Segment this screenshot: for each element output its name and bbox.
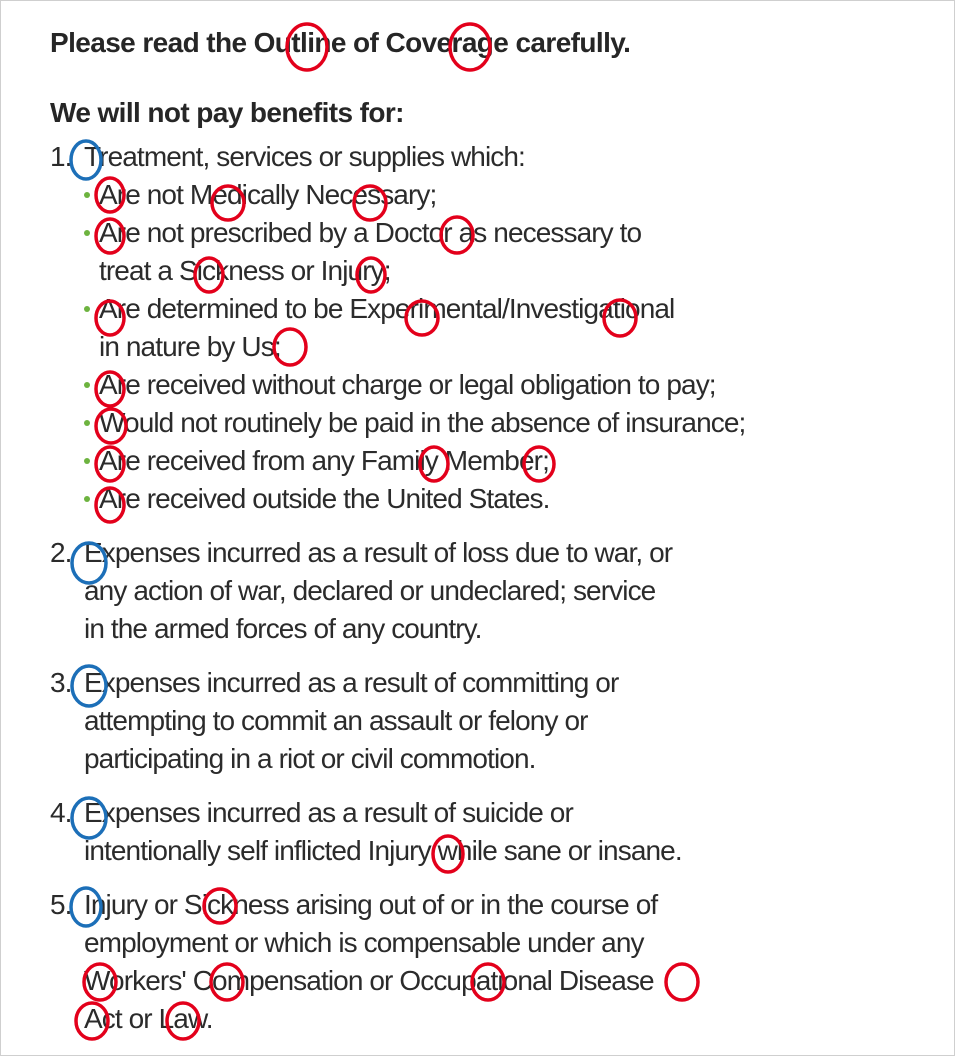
exclusion-item-2	[50, 534, 940, 648]
sub-item	[50, 404, 940, 442]
exclusions-document	[50, 23, 940, 1054]
exclusion-item-1	[50, 138, 940, 518]
bullet-icon	[84, 230, 90, 236]
item-text-line: employment or which is compensable under any	[84, 927, 644, 958]
item-text-line: Act or Law.	[84, 1003, 213, 1034]
sub-item-line: Would not routinely be paid in the absence of insurance;	[99, 407, 746, 438]
bullet-icon	[84, 496, 90, 502]
bullet-icon	[84, 420, 90, 426]
item-text-line: Workers' Compensation or Occupational Disease	[84, 965, 654, 996]
exclusion-item-3	[50, 664, 940, 778]
item-number: 5.	[50, 889, 72, 920]
sub-item-line: Are received outside the United States.	[99, 483, 550, 514]
sub-item-line: treat a Sickness or Injury;	[99, 255, 391, 286]
item-text-line: Treatment, services or supplies which:	[84, 141, 525, 172]
item-text-line: Expenses incurred as a result of loss due to war, or	[84, 537, 673, 568]
sub-item	[50, 290, 940, 366]
sub-item-line: Are not prescribed by a Doctor as necessary to	[99, 217, 642, 248]
item-number: 2.	[50, 537, 72, 568]
item-number: 1.	[50, 141, 72, 172]
item-text-line: Expenses incurred as a result of committing or	[84, 667, 619, 698]
item-text-line: Expenses incurred as a result of suicide or	[84, 797, 573, 828]
sub-item	[50, 442, 940, 480]
sub-item	[50, 214, 940, 290]
sub-item-line: in nature by Us;	[99, 331, 281, 362]
item-number: 3.	[50, 667, 72, 698]
exclusion-item-5	[50, 886, 940, 1038]
sub-item-line: Are received without charge or legal obligation to pay;	[99, 369, 716, 400]
exclusions-list	[50, 138, 940, 1038]
item-text-line: participating in a riot or civil commotion.	[84, 743, 536, 774]
item-number: 4.	[50, 797, 72, 828]
bullet-icon	[84, 192, 90, 198]
item-text-line: in the armed forces of any country.	[84, 613, 482, 644]
exclusion-item-4	[50, 794, 940, 870]
item-text-line: intentionally self inflicted Injury while sane or insane.	[84, 835, 682, 866]
item-text-line: Injury or Sickness arising out of or in the course of	[84, 889, 658, 920]
section-heading: We will not pay benefits for:	[50, 97, 404, 128]
sub-item	[50, 480, 940, 518]
sub-item-line: Are not Medically Necessary;	[99, 179, 437, 210]
item-text-line: attempting to commit an assault or felony or	[84, 705, 588, 736]
item-text-line: any action of war, declared or undeclared; service	[84, 575, 656, 606]
sub-item	[50, 366, 940, 404]
sub-item-line: Are determined to be Experimental/Investigational	[99, 293, 675, 324]
sub-item	[50, 176, 940, 214]
bullet-icon	[84, 458, 90, 464]
page-heading: Please read the Outline of Coverage carefully.	[50, 27, 631, 58]
bullet-icon	[84, 306, 90, 312]
sub-item-line: Are received from any Family Member;	[99, 445, 549, 476]
bullet-icon	[84, 382, 90, 388]
